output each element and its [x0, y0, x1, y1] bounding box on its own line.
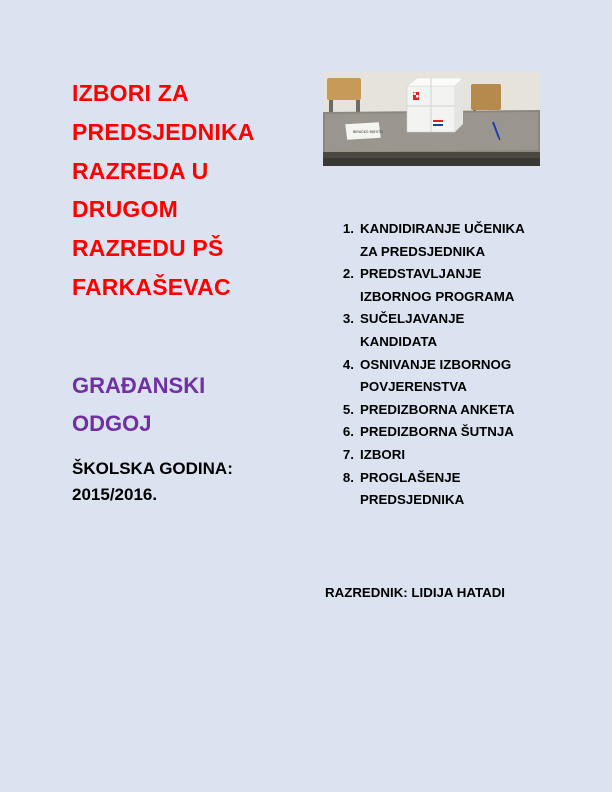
step-text: SUČELJAVANJE [360, 311, 465, 327]
step-text: IZBORNOG PROGRAMA [360, 288, 515, 304]
title-line: IZBORI ZA [72, 80, 189, 106]
step-number: 1. [342, 221, 354, 236]
title-line: FARKAŠEVAC [72, 273, 231, 300]
step-text: KANDIDIRANJE UČENIKA [360, 221, 525, 236]
step-text: PREDIZBORNA ANKETA [360, 401, 515, 417]
step-text: KANDIDATA [360, 333, 438, 349]
title-line: RAZREDU PŠ [72, 235, 224, 262]
step-number: 2. [342, 266, 354, 282]
title-line: DRUGOM [72, 196, 178, 223]
title-line: PREDSJEDNIKA [72, 118, 255, 145]
step-text: PREDIZBORNA ŠUTNJA [360, 424, 514, 440]
steps-list [330, 218, 570, 512]
list-item [330, 354, 570, 399]
step-number: 3. [342, 311, 354, 327]
step-text: PROGLAŠENJE [360, 469, 461, 485]
subject-heading [72, 367, 205, 443]
list-item [330, 218, 570, 263]
list-item [330, 308, 570, 353]
teacher-name: RAZREDNIK: LIDIJA HATADI [325, 585, 505, 600]
ballot-box-photo [323, 72, 540, 166]
title-line: RAZREDA U [72, 157, 209, 184]
step-text: POVJERENSTVA [360, 379, 467, 395]
step-number: 7. [342, 446, 354, 462]
list-item [330, 263, 570, 308]
step-number: 6. [342, 424, 354, 440]
page-title [72, 74, 292, 307]
list-item [330, 421, 570, 444]
step-number: 4. [342, 356, 354, 372]
step-text: OSNIVANJE IZBORNOG [360, 356, 512, 372]
subject-line: GRAĐANSKI [72, 373, 206, 398]
step-number: 5. [342, 401, 354, 417]
step-text: PREDSJEDNIKA [360, 492, 465, 508]
step-text: PREDSTAVLJANJE [360, 266, 482, 282]
school-year-value: 2015/2016. [72, 485, 158, 504]
school-year-label: ŠKOLSKA GODINA: [72, 459, 233, 478]
step-number: 8. [342, 469, 354, 485]
list-item [330, 399, 570, 422]
list-item [330, 467, 570, 512]
step-text: IZBORI [360, 446, 406, 462]
card-text: BIRAČKO MJESTO [353, 130, 383, 134]
step-text: ZA PREDSJEDNIKA [360, 243, 486, 259]
subject-line: ODGOJ [72, 411, 152, 436]
school-year [72, 456, 233, 508]
list-item [330, 444, 570, 467]
